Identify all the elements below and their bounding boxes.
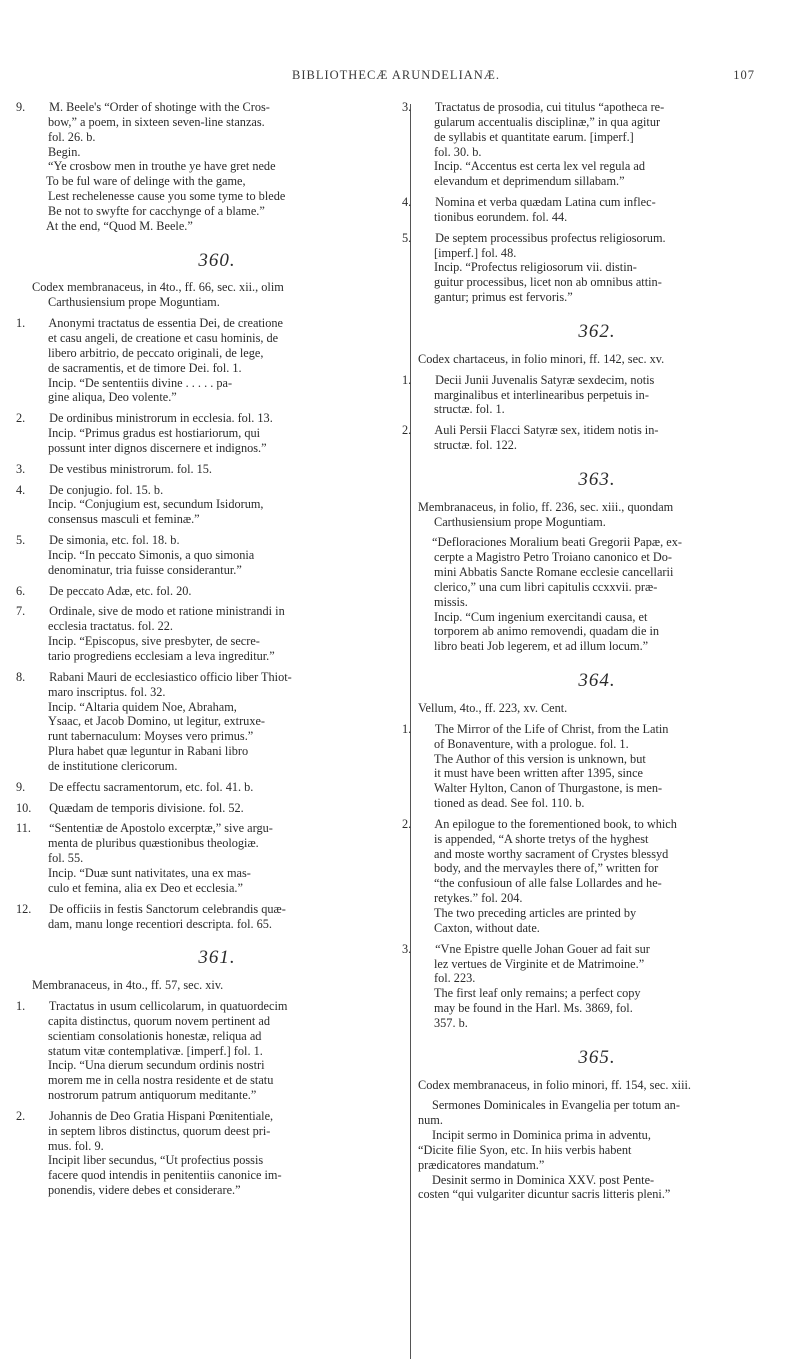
- item-line: “the confusioun of alle false Lollardes and he-: [434, 876, 662, 891]
- item-number: 1.: [402, 372, 412, 387]
- codex-number-365: 365.: [578, 1046, 616, 1068]
- item-line: tionibus eorundem. fol. 44.: [434, 209, 568, 224]
- item-line: fol. 30. b.: [434, 144, 482, 159]
- item-line: Incip. “Profectus religiosorum vii. distin-: [434, 260, 637, 275]
- item-line: Incip. “De sententiis divine . . . . . pa-: [48, 375, 233, 390]
- item-number: 9.: [16, 779, 26, 794]
- list-item: [16, 583, 402, 599]
- list-item: [16, 821, 402, 895]
- codex-361-continued-items: [402, 100, 776, 305]
- list-item: [16, 533, 402, 578]
- item-line: Incip. “Primus gradus est hostiariorum, qui: [48, 426, 261, 441]
- item-line: structæ. fol. 1.: [434, 402, 505, 417]
- item-line: consensus masculi et feminæ.”: [48, 512, 200, 527]
- item-line: scientiam consolationis honestæ, reliqua ad: [48, 1028, 262, 1043]
- body-line: missis.: [434, 594, 468, 609]
- item-line: Ordinale, sive de modo et ratione ministrandi in: [49, 604, 285, 619]
- item-line: statum vitæ contemplativæ. [imperf.] fol. 1.: [48, 1043, 263, 1058]
- codex-description: [418, 1078, 776, 1093]
- item-line: et casu angeli, de creatione et casu hominis, de: [48, 330, 279, 345]
- item-line: [imperf.] fol. 48.: [434, 245, 517, 260]
- item-line: De septem processibus profectus religiosorum.: [435, 230, 666, 245]
- list-item: [16, 800, 402, 816]
- item-line: lez vertues de Virginite et de Matrimoine.”: [434, 956, 645, 971]
- list-item: [402, 816, 776, 936]
- desc-line: Codex membranaceus, in 4to., ff. 66, sec. xii., olim: [32, 280, 284, 295]
- codex-description: [418, 500, 776, 530]
- verse-line: To be ful ware of delinge with the game,: [46, 174, 246, 189]
- item-number: 3.: [402, 100, 412, 114]
- item-line: denominatur, tria fuisse considerantur.”: [48, 562, 242, 577]
- item-line: libero arbitrio, de peccato originali, de lege,: [48, 345, 264, 360]
- codex-description: [32, 280, 402, 310]
- item-line: Walter Hylton, Canon of Thurgastone, is men-: [434, 781, 663, 796]
- item-line: is appended, “A shorte tretys of the hyghest: [434, 831, 649, 846]
- running-head-title: BIBLIOTHECÆ ARUNDELIANÆ.: [292, 68, 501, 82]
- codex-description: [418, 352, 776, 367]
- body-line: cerpte a Magistro Petro Troiano canonico et Do-: [434, 550, 673, 565]
- right-column: [402, 100, 776, 1202]
- body-line: Desinit sermo in Dominica XXV. post Pente-: [432, 1172, 655, 1187]
- codex-365-body: [418, 1098, 776, 1202]
- item-line: ecclesia tractatus. fol. 22.: [48, 619, 173, 634]
- body-line: Sermones Dominicales in Evangelia per totum an-: [432, 1098, 680, 1113]
- item-line: The first leaf only remains; a perfect copy: [434, 986, 641, 1001]
- item-line: 357. b.: [434, 1015, 468, 1030]
- item-line: retykes.” fol. 204.: [434, 891, 523, 906]
- item-line: gine aliqua, Deo volente.”: [48, 390, 177, 405]
- item-line: “Vne Epistre quelle Johan Gouer ad fait sur: [435, 941, 650, 956]
- item-line: Caxton, without date.: [434, 920, 540, 935]
- list-item: [16, 316, 402, 405]
- item-number: 11.: [16, 821, 31, 836]
- list-item: [402, 372, 776, 418]
- running-header: [0, 68, 800, 88]
- codex-364-items: [402, 721, 776, 1031]
- item-line: nostrorum patrum antiquorum meditante.”: [48, 1088, 257, 1103]
- item-line: Ysaac, et Jacob Domino, ut legitur, extruxe-: [48, 714, 266, 729]
- list-item: [402, 100, 776, 189]
- body-line: torporem ab animo removendi, quadam die in: [434, 624, 660, 639]
- body-line: clerico,” una cum libri capitulis ccxxvii. præ-: [434, 579, 658, 594]
- body-line: num.: [418, 1113, 443, 1128]
- codex-number-362: 362.: [578, 320, 616, 342]
- codex-360-items: [16, 316, 402, 931]
- item-line: fol. 55.: [48, 851, 84, 866]
- item-number: 9.: [16, 100, 26, 114]
- item-number: 2.: [402, 816, 412, 831]
- item-line: Anonymi tractatus de essentia Dei, de creatione: [48, 316, 283, 331]
- item-line: Incip. “Duæ sunt nativitates, una ex mas-: [48, 865, 251, 880]
- item-line: Incipit liber secundus, “Ut profectius possis: [48, 1153, 264, 1168]
- item-line: capita distinctus, quorum novem pertinent ad: [48, 1013, 270, 1028]
- item-number: 7.: [16, 604, 26, 619]
- item-number: 8.: [16, 669, 26, 684]
- item-line: Nomina et verba quædam Latina cum inflec-: [435, 195, 656, 210]
- item-number: 4.: [16, 482, 26, 497]
- item-line: Incip. “Una dierum secundum ordinis nostri: [48, 1058, 265, 1073]
- codex-number-363: 363.: [578, 468, 616, 490]
- item-line: Rabani Mauri de ecclesiastico officio liber Thiot-: [49, 669, 292, 684]
- item-line: Decii Junii Juvenalis Satyræ sexdecim, notis: [435, 372, 655, 387]
- codex-363-body: [418, 535, 776, 654]
- item-line: De officiis in festis Sanctorum celebrandis quæ-: [49, 901, 286, 916]
- item-line: menta de pluribus quæstionibus theologiæ.: [48, 836, 259, 851]
- item-number: 5.: [402, 230, 412, 245]
- item-number: 5.: [16, 533, 26, 548]
- list-item: [402, 721, 776, 811]
- item-number: 2.: [16, 411, 26, 426]
- body-line: prædicatores mandatum.”: [418, 1157, 545, 1172]
- item-line: M. Beele's “Order of shotinge with the Cros-: [49, 100, 270, 114]
- item-line: elevandum et deprimendum sillabam.”: [434, 174, 625, 189]
- verse-line: Be not to swyfte for cacchynge of a blame.”: [48, 203, 265, 218]
- list-item: [16, 1108, 402, 1198]
- codex-362-items: [402, 372, 776, 453]
- list-item: [16, 779, 402, 795]
- item-line: may be found in the Harl. Ms. 3869, fol.: [434, 1001, 633, 1016]
- item-line: De ordinibus ministrorum in ecclesia. fol. 13.: [49, 411, 273, 426]
- codex-description: [32, 978, 402, 993]
- list-item: [402, 195, 776, 225]
- item-line: Plura habet quæ leguntur in Rabani libro: [48, 744, 249, 759]
- item-line: de sacramentis, et de timore Dei. fol. 1.: [48, 360, 242, 375]
- end-note: At the end, “Quod M. Beele.”: [46, 218, 193, 233]
- item-line: De simonia, etc. fol. 18. b.: [49, 533, 180, 548]
- codex-361-items: [16, 999, 402, 1198]
- item-line: Quædam de temporis divisione. fol. 52.: [49, 800, 244, 815]
- codex-number-360: 360.: [198, 249, 236, 271]
- list-item: [16, 461, 402, 477]
- item-number: 4.: [402, 195, 412, 210]
- desc-line: Carthusiensium prope Moguntiam.: [434, 514, 606, 529]
- item-line: guitur processibus, licet non ab omnibus attin-: [434, 275, 662, 290]
- list-item: [16, 604, 402, 663]
- list-item: [16, 669, 402, 774]
- item-number: 1.: [16, 316, 26, 331]
- item-line: bow,” a poem, in sixteen seven-line stanzas.: [48, 114, 265, 129]
- item-number: 3.: [402, 941, 412, 956]
- item-line: morem me in cella nostra residente et de statu: [48, 1073, 274, 1088]
- page-number: 107: [733, 68, 755, 82]
- list-item: [16, 482, 402, 528]
- item-line: The Mirror of the Life of Christ, from the Latin: [434, 721, 669, 736]
- item-line: and moste worthy sacrament of Crystes blessyd: [434, 846, 669, 861]
- item-line: runt tabernaculum: Moyses vero primus.”: [48, 729, 254, 744]
- item-line: De conjugio. fol. 15. b.: [49, 482, 164, 497]
- item-line: de institutione clericorum.: [48, 758, 178, 773]
- body-line: Incipit sermo in Dominica prima in adventu,: [432, 1128, 651, 1143]
- item-line: de syllabis et quantitate earum. [imperf.]: [434, 129, 634, 144]
- item-line: tario progrediens ecclesiam a leva ingreditur.”: [48, 649, 275, 663]
- item-line: Auli Persii Flacci Satyræ sex, itidem notis in-: [434, 423, 659, 438]
- body-line: “Dicite filie Syon, etc. In hiis verbis habent: [418, 1142, 632, 1157]
- item-line: tioned as dead. See fol. 110. b.: [434, 796, 585, 811]
- verse-line: Lest rechelenesse cause you some tyme to blede: [48, 189, 286, 204]
- body-line: libro beati Job legerem, et ad illum locum.”: [434, 639, 649, 654]
- item-line: mus. fol. 9.: [48, 1138, 104, 1153]
- item-line: fol. 223.: [434, 971, 476, 986]
- codex-description: [418, 701, 776, 716]
- item-line: marginalibus et interlinearibus perpetuis in-: [434, 387, 649, 402]
- desc-line: Vellum, 4to., ff. 223, xv. Cent.: [418, 701, 568, 715]
- item-number: 2.: [402, 423, 412, 438]
- item-line: Tractatus in usum cellicolarum, in quatuordecim: [48, 999, 288, 1014]
- item-line: maro inscriptus. fol. 32.: [48, 684, 166, 699]
- item-line: gularum accentualis disciplinæ,” in qua agitur: [434, 114, 661, 129]
- list-item: [16, 411, 402, 456]
- begin-label: Begin.: [48, 144, 81, 159]
- desc-line: Codex chartaceus, in folio minori, ff. 142, sec. xv.: [418, 351, 665, 366]
- desc-line: Membranaceus, in 4to., ff. 57, sec. xiv.: [32, 978, 224, 993]
- desc-line: Membranaceus, in folio, ff. 236, sec. xiii., quondam: [418, 499, 674, 514]
- item-line: in septem libros distinctus, quorum deest pri-: [48, 1123, 271, 1138]
- verse-line: “Ye crosbow men in trouthe ye have gret nede: [48, 159, 276, 174]
- list-item: [402, 423, 776, 453]
- item-line: possunt inter dignos discernere et indignos.”: [48, 440, 267, 455]
- item-line: gantur; primus est fervoris.”: [434, 290, 573, 305]
- list-item: [402, 941, 776, 1031]
- item-line: Johannis de Deo Gratia Hispani Pœnitentiale,: [49, 1108, 274, 1123]
- desc-line: Carthusiensium prope Moguntiam.: [48, 295, 220, 310]
- item-line: “Sententiæ de Apostolo excerptæ,” sive argu-: [49, 821, 273, 836]
- item-line: of Bonaventure, with a prologue. fol. 1.: [434, 736, 629, 751]
- item-line: The Author of this version is unknown, but: [434, 751, 646, 766]
- item-line: Incip. “Accentus est certa lex vel regula ad: [434, 159, 645, 174]
- item-line: body, and the mervayles there of,” written for: [434, 861, 659, 876]
- entry-359-item-9: [16, 100, 402, 234]
- item-line: Tractatus de prosodia, cui titulus “apotheca re-: [434, 100, 665, 114]
- codex-number-361: 361.: [198, 947, 236, 969]
- item-line: An epilogue to the forementioned book, to which: [434, 816, 677, 831]
- desc-line: Codex membranaceus, in folio minori, ff. 154, sec. xiii.: [418, 1077, 691, 1092]
- codex-number-364: 364.: [578, 670, 616, 692]
- item-number: 1.: [16, 999, 26, 1014]
- item-number: 10.: [16, 800, 32, 815]
- item-line: fol. 26. b.: [48, 129, 96, 144]
- item-line: it must have been written after 1395, since: [434, 766, 643, 781]
- item-line: facere quod intendis in penitentiis canonice im-: [48, 1168, 282, 1183]
- body-line: Incip. “Cum ingenium exercitandi causa, et: [434, 609, 648, 624]
- item-number: 6.: [16, 583, 26, 598]
- item-line: Incip. “In peccato Simonis, a quo simonia: [48, 547, 255, 562]
- item-line: The two preceding articles are printed by: [434, 905, 637, 920]
- list-item: [16, 999, 402, 1103]
- body-line: mini Abbatis Sancte Romane ecclesie cancellarii: [434, 565, 674, 580]
- body-line: “Defloraciones Moralium beati Gregorii Papæ, ex-: [432, 535, 682, 550]
- item-number: 2.: [16, 1108, 26, 1123]
- item-line: ponendis, videre debes et considerare.”: [48, 1183, 241, 1198]
- item-line: Incip. “Altaria quidem Noe, Abraham,: [48, 699, 237, 714]
- item-number: 3.: [16, 461, 26, 476]
- body-line: costen “qui vulgariter dicuntur sacris litteris pleni.”: [418, 1187, 671, 1202]
- item-line: De vestibus ministrorum. fol. 15.: [49, 461, 212, 476]
- item-line: Incip. “Episcopus, sive presbyter, de secre-: [48, 634, 260, 649]
- item-line: Incip. “Conjugium est, secundum Isidorum,: [48, 497, 264, 512]
- item-line: De effectu sacramentorum, etc. fol. 41. b.: [49, 779, 254, 794]
- item-line: structæ. fol. 122.: [434, 438, 517, 453]
- list-item: [402, 230, 776, 305]
- item-number: 1.: [402, 721, 412, 736]
- item-line: culo et femina, alia ex Deo et ecclesia.”: [48, 880, 243, 895]
- item-line: dam, manu longe recentiori descripta. fol. 65.: [48, 916, 273, 931]
- list-item: [16, 901, 402, 932]
- item-number: 12.: [16, 901, 32, 916]
- left-column: [16, 100, 402, 1198]
- item-line: De peccato Adæ, etc. fol. 20.: [49, 583, 192, 598]
